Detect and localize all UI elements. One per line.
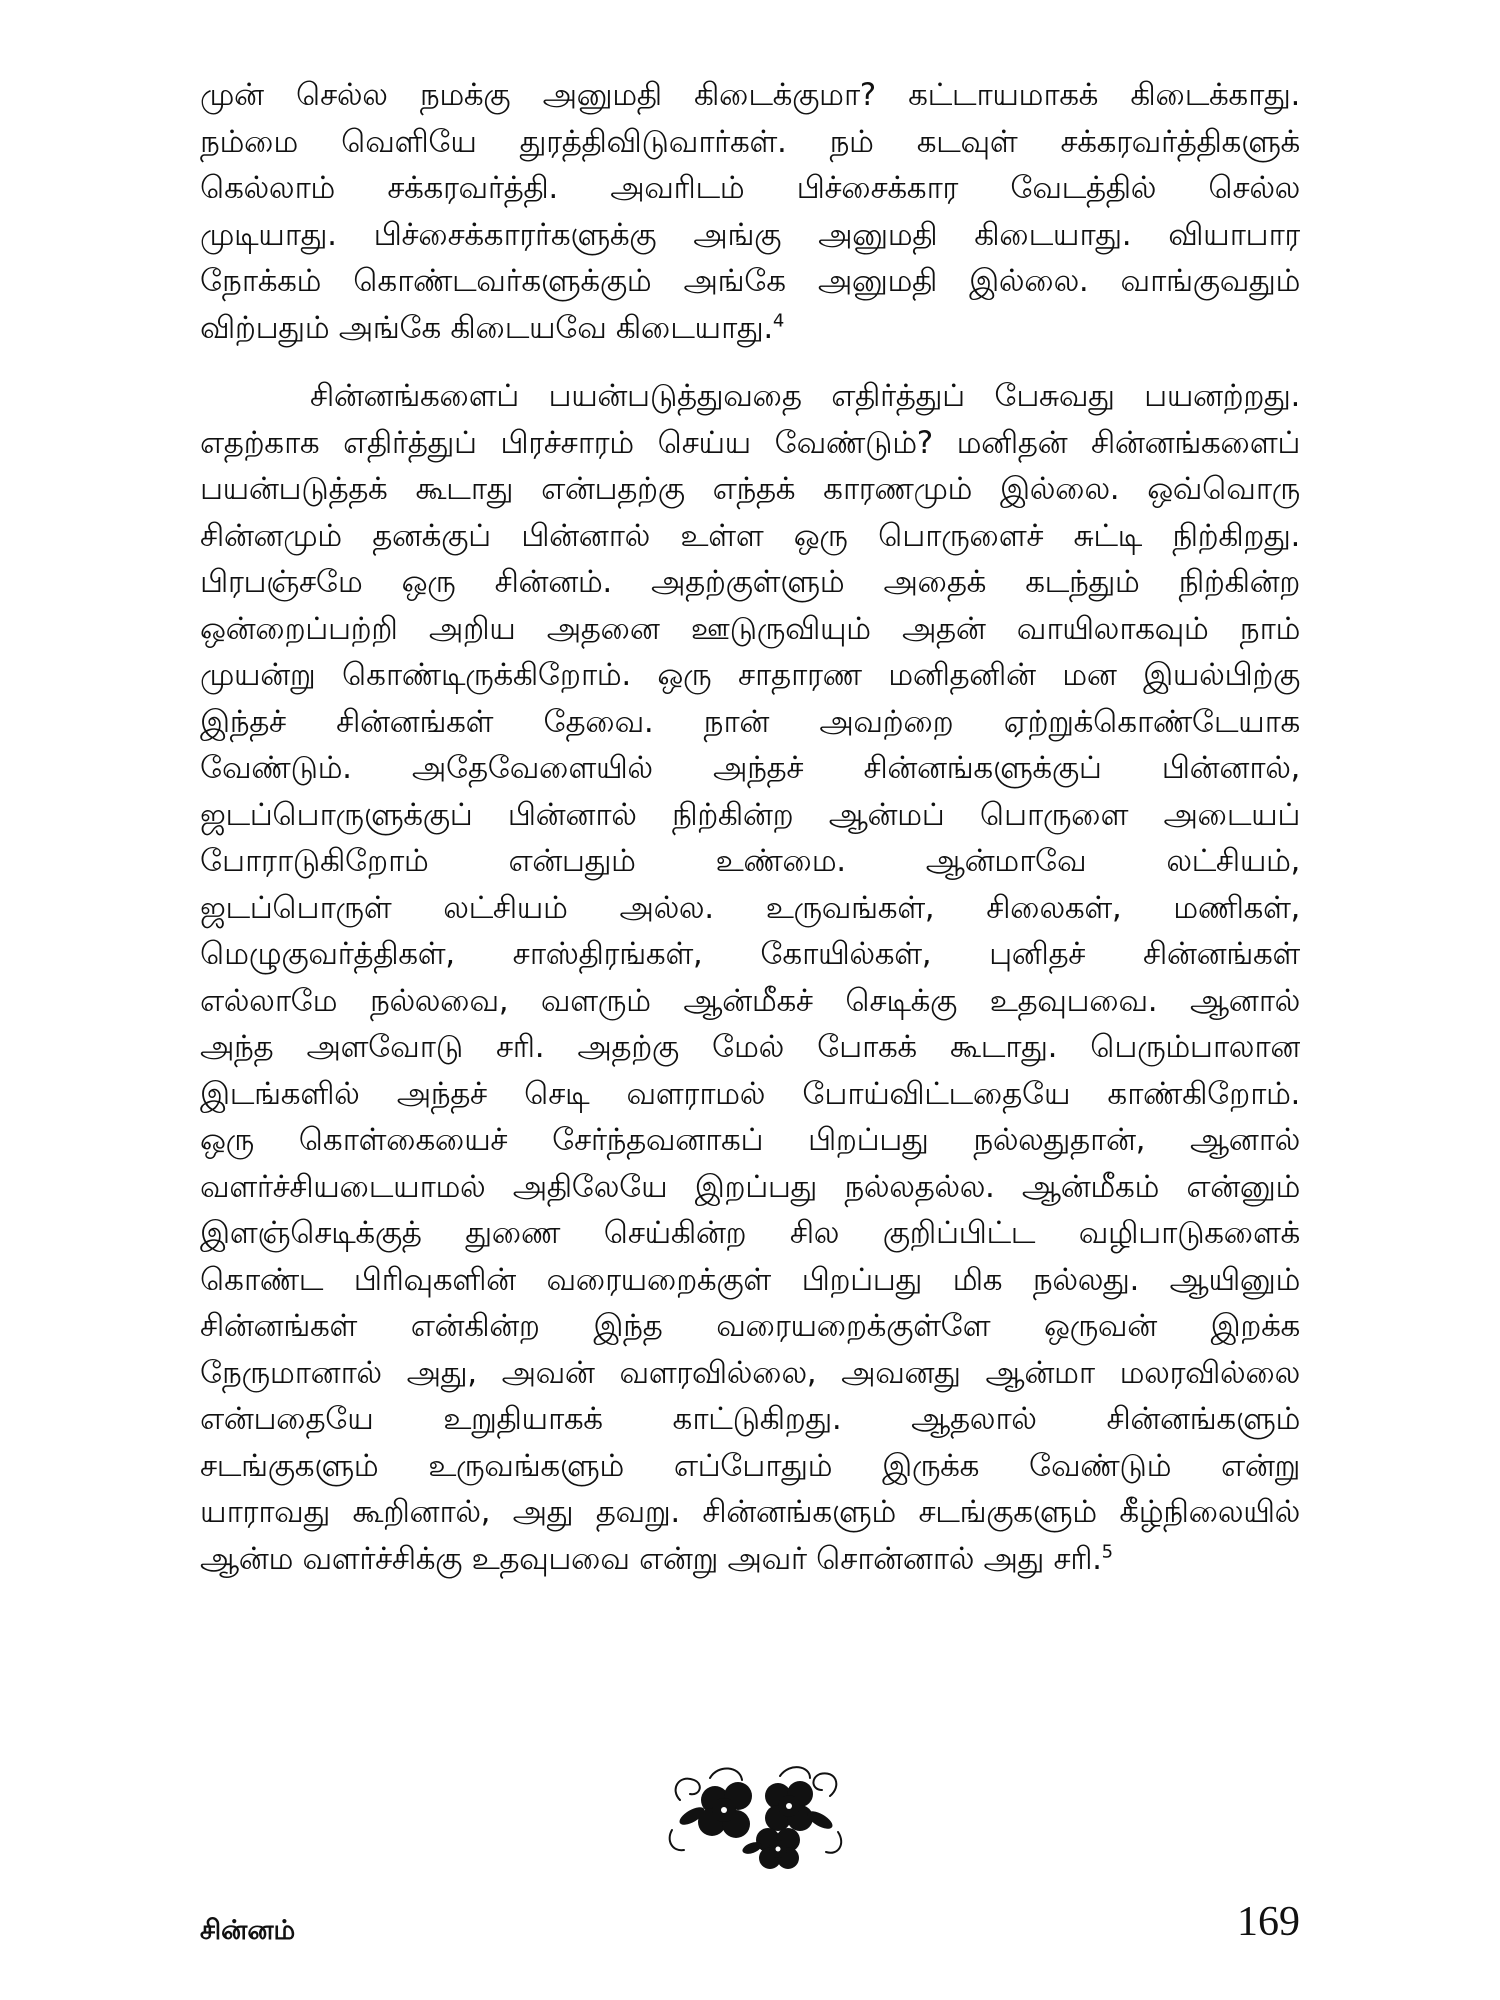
- paragraph-line: ஜடப்பொருள் லட்சியம் அல்ல. உருவங்கள், சிலைகள், மணிகள்,: [200, 889, 1300, 926]
- paragraph-line: போராடுகிறோம் என்பதும் உண்மை. ஆன்மாவே லட்சியம்,: [200, 843, 1300, 879]
- paragraph-line: மெழுகுவர்த்திகள், சாஸ்திரங்கள், கோயில்கள், புனிதச் சின்னங்கள்: [200, 936, 1300, 972]
- paragraph-line: எல்லாமே நல்லவை, வளரும் ஆன்மீகச் செடிக்கு உதவுபவை. ஆனால்: [200, 982, 1300, 1019]
- paragraph-last-line: [200, 305, 1300, 352]
- paragraph-1: [200, 72, 1300, 351]
- paragraph-line: வளர்ச்சியடையாமல் அதிலேயே இறப்பது நல்லதல்ல. ஆன்மீகம் என்னும்: [200, 1168, 1300, 1205]
- paragraph-line: யாராவது கூறினால், அது தவறு. சின்னங்களும் சடங்குகளும் கீழ்நிலையில்: [200, 1494, 1300, 1530]
- paragraph-line: சின்னங்கள் என்கின்ற இந்த வரையறைக்குள்ளே ஒருவன் இறக்க: [200, 1308, 1300, 1344]
- paragraph-line: ஜடப்பொருளுக்குப் பின்னால் நிற்கின்ற ஆன்மப் பொருளை அடையப்: [200, 796, 1300, 833]
- paragraph-first-line: சின்னங்களைப் பயன்படுத்துவதை எதிர்த்துப் பேசுவது பயனற்றது.: [310, 378, 1300, 414]
- paragraph-line: நம்மை வெளியே துரத்திவிடுவார்கள். நம் கடவுள் சக்கரவர்த்திகளுக்: [200, 123, 1300, 160]
- paragraph-line-text: ஆன்ம வளர்ச்சிக்கு உதவுபவை என்று அவர் சொன்னால் அது சரி.: [200, 1540, 1102, 1577]
- paragraph-line: முடியாது. பிச்சைக்காரர்களுக்கு அங்கு அனுமதி கிடையாது. வியாபார: [200, 216, 1300, 253]
- paragraph-line: முன் செல்ல நமக்கு அனுமதி கிடைக்குமா? கட்டாயமாகக் கிடைக்காது.: [200, 77, 1300, 113]
- body-text: [200, 72, 1300, 1582]
- paragraph-line: அந்த அளவோடு சரி. அதற்கு மேல் போகக் கூடாது. பெரும்பாலான: [200, 1029, 1300, 1065]
- paragraph-2: [200, 373, 1300, 1582]
- paragraph-line: பயன்படுத்தக் கூடாது என்பதற்கு எந்தக் காரணமும் இல்லை. ஒவ்வொரு: [200, 471, 1300, 507]
- footnote-marker: 4: [772, 310, 784, 332]
- paragraph-line: முயன்று கொண்டிருக்கிறோம். ஒரு சாதாரண மனிதனின் மன இயல்பிற்கு: [200, 657, 1300, 693]
- paragraph-line: இந்தச் சின்னங்கள் தேவை. நான் அவற்றை ஏற்றுக்கொண்டேயாக: [200, 703, 1300, 740]
- paragraph-line-text: விற்பதும் அங்கே கிடையவே கிடையாது.: [200, 309, 773, 346]
- paragraph-line: கெல்லாம் சக்கரவர்த்தி. அவரிடம் பிச்சைக்கார வேடத்தில் செல்ல: [200, 170, 1300, 206]
- paragraph-line: இளஞ்செடிக்குத் துணை செய்கின்ற சில குறிப்பிட்ட வழிபாடுகளைக்: [200, 1215, 1300, 1251]
- paragraph-line: எதற்காக எதிர்த்துப் பிரச்சாரம் செய்ய வேண்டும்? மனிதன் சின்னங்களைப்: [200, 424, 1300, 461]
- page-number: 169: [1237, 1899, 1300, 1945]
- paragraph-line: நோக்கம் கொண்டவர்களுக்கும் அங்கே அனுமதி இல்லை. வாங்குவதும்: [200, 263, 1300, 299]
- paragraph-line: நேருமானால் அது, அவன் வளரவில்லை, அவனது ஆன்மா மலரவில்லை: [200, 1354, 1300, 1391]
- paragraph-line: ஒரு கொள்கையைச் சேர்ந்தவனாகப் பிறப்பது நல்லதுதான், ஆனால்: [200, 1122, 1300, 1158]
- footnote-marker: 5: [1101, 1541, 1113, 1563]
- paragraph-last-line: [200, 1536, 1300, 1583]
- paragraph-line: கொண்ட பிரிவுகளின் வரையறைக்குள் பிறப்பது மிக நல்லது. ஆயினும்: [200, 1261, 1300, 1298]
- paragraph-line: வேண்டும். அதேவேளையில் அந்தச் சின்னங்களுக்குப் பின்னால்,: [200, 750, 1300, 786]
- running-footer-title: சின்னம்: [200, 1915, 296, 1946]
- paragraph-gap: [200, 351, 1300, 373]
- flower-ornament-icon: [660, 1760, 850, 1870]
- paragraph-line: என்பதையே உறுதியாகக் காட்டுகிறது. ஆதலால் சின்னங்களும்: [200, 1401, 1300, 1437]
- paragraph-line: சின்னமும் தனக்குப் பின்னால் உள்ள ஒரு பொருளைச் சுட்டி நிற்கிறது.: [200, 517, 1300, 554]
- paragraph-line: ஒன்றைப்பற்றி அறிய அதனை ஊடுருவியும் அதன் வாயிலாகவும் நாம்: [200, 610, 1300, 647]
- paragraph-line: பிரபஞ்சமே ஒரு சின்னம். அதற்குள்ளும் அதைக் கடந்தும் நிற்கின்ற: [200, 564, 1300, 600]
- paragraph-line: சடங்குகளும் உருவங்களும் எப்போதும் இருக்க வேண்டும் என்று: [200, 1447, 1300, 1484]
- paragraph-line: இடங்களில் அந்தச் செடி வளராமல் போய்விட்டதையே காண்கிறோம்.: [200, 1075, 1300, 1112]
